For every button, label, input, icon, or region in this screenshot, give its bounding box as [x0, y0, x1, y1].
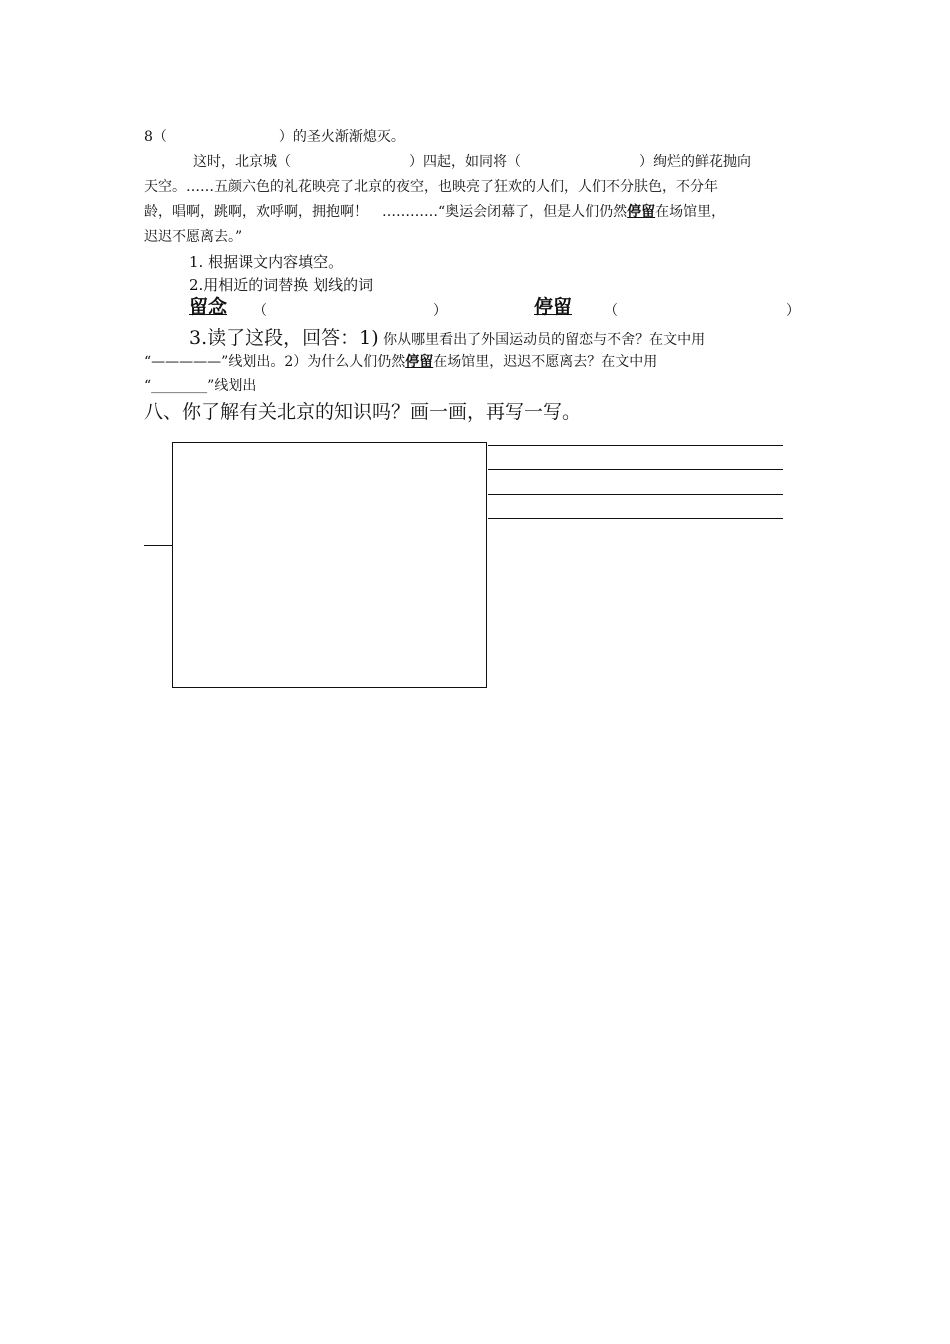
- passage-line-4: [144, 203, 725, 221]
- passage-line-2-a: 这时，北京城（: [193, 154, 291, 170]
- passage-line-2-b: ）四起，如同将（: [409, 154, 521, 170]
- passage-line-2: [193, 153, 751, 171]
- question-1: 1. 根据课文内容填空。: [189, 253, 344, 271]
- passage-line-1-prefix: 8（: [144, 129, 167, 145]
- writing-line-4[interactable]: [488, 518, 783, 519]
- word-liunian: 留念: [189, 296, 228, 318]
- passage-line-4-a: 龄，唱啊，跳啊，欢呼啊，拥抱啊！ …………“奥运会闭幕了，但是人们仍然: [144, 204, 628, 220]
- writing-line-3[interactable]: [488, 494, 783, 495]
- passage-line-3: 天空。……五颜六色的礼花映亮了北京的夜空，也映亮了狂欢的人们，人们不分肤色，不分年: [144, 179, 718, 195]
- underlined-word-stay: 停留: [627, 204, 656, 220]
- writing-line-1[interactable]: [488, 445, 783, 446]
- question-3-line-3: [144, 377, 256, 395]
- passage-line-2-c: ）绚烂的鲜花抛向: [639, 154, 751, 170]
- section-8-title: 八、你了解有关北京的知识吗？画一画，再写一写。: [144, 401, 582, 423]
- paren-open-1: （: [253, 303, 267, 319]
- passage-line-1: [144, 128, 405, 146]
- writing-line-left[interactable]: [144, 545, 172, 546]
- passage-line-4-b: 在场馆里，: [655, 204, 726, 220]
- question-3-line-3-a: “: [144, 378, 152, 394]
- question-3-rest: 你从哪里看出了外国运动员的留恋与不舍？在文中用: [378, 332, 706, 348]
- replace-word-row: [189, 298, 809, 324]
- paren-close-2: ）: [786, 303, 800, 319]
- paren-close-1: ）: [433, 303, 447, 319]
- question-3-line-2-a: “—————”线划出。2）为什么人们仍然: [144, 354, 406, 370]
- drawing-box[interactable]: [172, 442, 487, 688]
- question-3-line-1: [189, 326, 705, 350]
- question-3-blank-line: ________: [151, 378, 208, 394]
- passage-line-5: 迟迟不愿离去。”: [144, 229, 243, 245]
- word-tingliu: 停留: [534, 296, 573, 318]
- paren-open-2: （: [604, 303, 618, 319]
- passage-line-1-suffix: ）的圣火渐渐熄灭。: [278, 129, 405, 145]
- underlined-word-stay-2: 停留: [405, 354, 434, 370]
- question-3-line-2-b: 在场馆里，迟迟不愿离去？在文中用: [433, 354, 658, 370]
- question-3-lead: 3.读了这段，回答：1): [189, 327, 379, 349]
- question-3-line-3-b: ”线划出: [207, 378, 257, 394]
- question-3-line-2: [144, 353, 657, 371]
- question-2: 2.用相近的词替换 划线的词: [189, 276, 374, 294]
- writing-line-2[interactable]: [488, 469, 783, 470]
